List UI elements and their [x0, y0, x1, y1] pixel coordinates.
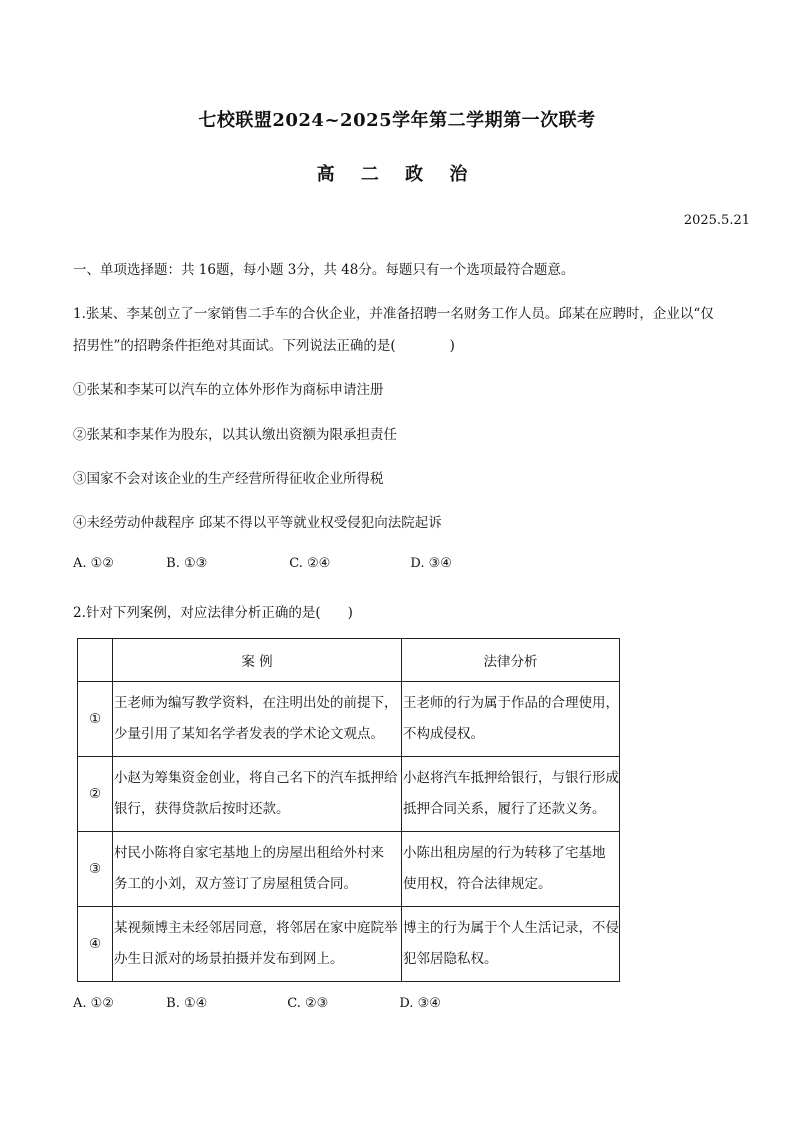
- q2-option-a[interactable]: A. ①②: [73, 996, 114, 1011]
- table-row: [78, 832, 620, 907]
- analysis-cell: [402, 757, 620, 832]
- table-header-analysis: 法律分析: [402, 639, 620, 682]
- case-cell: [113, 907, 402, 982]
- analysis-text-line: 不构成侵权。: [403, 726, 484, 742]
- q1-statement-2: ②张某和李某作为股东，以其认缴出资额为限承担责任: [73, 427, 397, 443]
- q1-stem-line1: 1.张某、李某创立了一家销售二手车的合伙企业，并准备招聘一名财务工作人员。邱某在应聘时，企业以“仅: [73, 306, 714, 322]
- q1-option-d[interactable]: D. ③④: [410, 556, 452, 571]
- case-cell: [113, 682, 402, 757]
- analysis-text-line: 王老师的行为属于作品的合理使用，: [403, 695, 619, 711]
- case-text-line: 办生日派对的场景拍摄并发布到网上。: [114, 951, 344, 967]
- q2-option-b[interactable]: B. ①④: [166, 996, 208, 1011]
- exam-date: 2025.5.21: [683, 213, 750, 228]
- exam-title: 七校联盟2024~2025学年第二学期第一次联考: [198, 110, 596, 131]
- row-number: ③: [78, 832, 113, 907]
- analysis-cell: [402, 907, 620, 982]
- case-cell: [113, 832, 402, 907]
- analysis-text-line: 博主的行为属于个人生活记录，不侵: [403, 920, 619, 936]
- table-row: [78, 757, 620, 832]
- case-text-line: 王老师为编写教学资料，在注明出处的前提下，: [114, 695, 398, 711]
- q1-option-b[interactable]: B. ①③: [166, 556, 208, 571]
- q2-case-table: [77, 638, 620, 982]
- q1-option-a[interactable]: A. ①②: [73, 556, 114, 571]
- exam-subtitle: 高 二 政 治: [316, 164, 478, 185]
- case-text-line: 村民小陈将自家宅基地上的房屋出租给外村来: [114, 845, 384, 861]
- case-text-line: 某视频博主未经邻居同意，将邻居在家中庭院举: [114, 920, 398, 936]
- q1-options: [73, 556, 452, 571]
- q2-option-c[interactable]: C. ②③: [287, 996, 329, 1011]
- case-text-line: 银行，获得贷款后按时还款。: [114, 801, 290, 817]
- q1-statement-4: ④未经劳动仲裁程序 邱某不得以平等就业权受侵犯向法院起诉: [73, 515, 442, 531]
- table-header-row: [78, 639, 620, 682]
- q2-options: [73, 996, 441, 1011]
- analysis-text-line: 使用权，符合法律规定。: [403, 876, 552, 892]
- q1-statement-1: ①张某和李某可以汽车的立体外形作为商标申请注册: [73, 382, 384, 398]
- row-number: ②: [78, 757, 113, 832]
- q1-stem-line2: 招男性”的招聘条件拒绝对其面试。下列说法正确的是( ): [73, 338, 455, 354]
- analysis-text-line: 犯邻居隐私权。: [403, 951, 498, 967]
- case-text-line: 小赵为筹集资金创业，将自己名下的汽车抵押给: [114, 770, 398, 786]
- q1-option-c[interactable]: C. ②④: [289, 556, 331, 571]
- table-header-num: [78, 639, 113, 682]
- table-row: [78, 682, 620, 757]
- q1-statement-3: ③国家不会对该企业的生产经营所得征收企业所得税: [73, 471, 384, 487]
- row-number: ④: [78, 907, 113, 982]
- row-number: ①: [78, 682, 113, 757]
- case-cell: [113, 757, 402, 832]
- analysis-cell: [402, 832, 620, 907]
- case-text-line: 少量引用了某知名学者发表的学术论文观点。: [114, 726, 384, 742]
- analysis-text-line: 小赵将汽车抵押给银行，与银行形成: [403, 770, 619, 786]
- analysis-text-line: 小陈出租房屋的行为转移了宅基地: [403, 845, 606, 861]
- q2-option-d[interactable]: D. ③④: [399, 996, 441, 1011]
- case-text-line: 务工的小刘，双方签订了房屋租赁合同。: [114, 876, 357, 892]
- table-row: [78, 907, 620, 982]
- table-header-case: 案 例: [113, 639, 402, 682]
- analysis-text-line: 抵押合同关系，履行了还款义务。: [403, 801, 606, 817]
- analysis-cell: [402, 682, 620, 757]
- section-heading: 一、单项选择题：共 16题，每小题 3分，共 48分。每题只有一个选项最符合题意。: [73, 262, 575, 278]
- q2-stem: 2.针对下列案例，对应法律分析正确的是( ): [73, 605, 353, 621]
